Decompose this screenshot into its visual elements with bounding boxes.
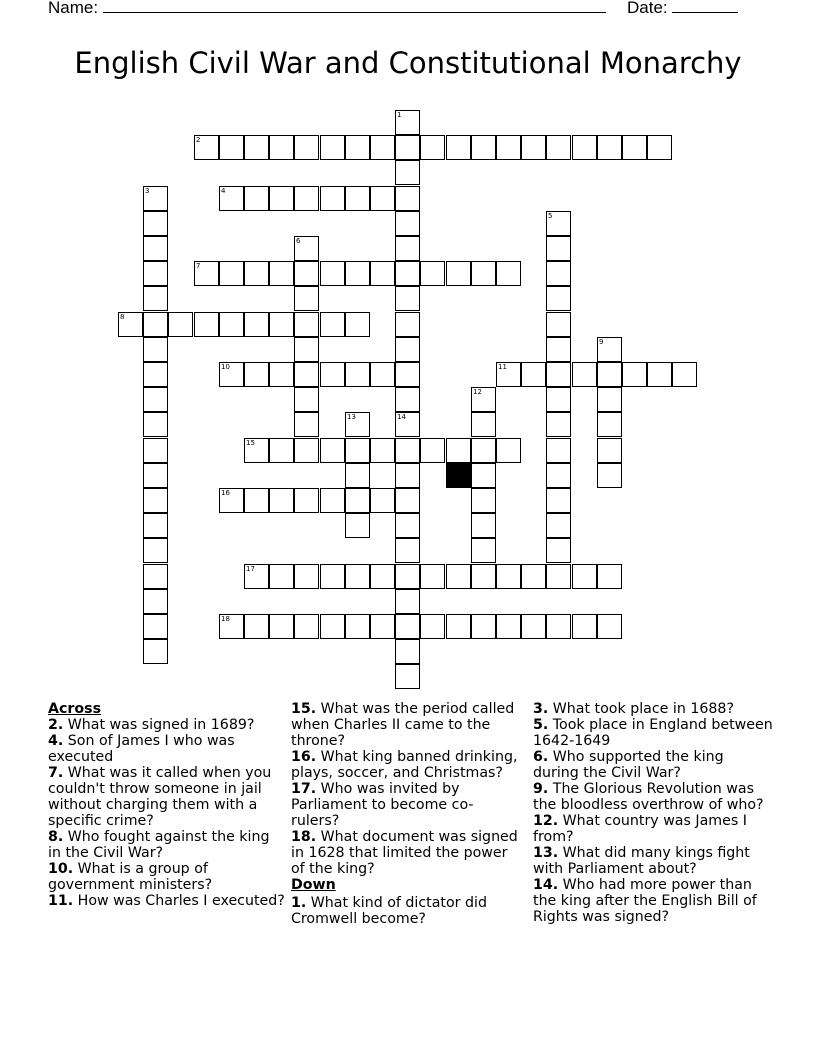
grid-cell[interactable] — [143, 186, 168, 211]
grid-cell[interactable] — [219, 312, 244, 337]
grid-cell[interactable] — [597, 135, 622, 160]
grid-cell[interactable] — [370, 135, 395, 160]
grid-cell[interactable] — [471, 513, 496, 538]
grid-cell[interactable] — [294, 362, 319, 387]
grid-cell[interactable] — [395, 463, 420, 488]
blocked-cell — [446, 463, 471, 488]
grid-cell[interactable] — [143, 564, 168, 589]
grid-cell[interactable] — [143, 211, 168, 236]
across-clue-17: 17. Who was invited by Parliament to become co-rulers? — [291, 781, 474, 829]
grid-cell[interactable] — [168, 312, 193, 337]
grid-cell[interactable] — [370, 261, 395, 286]
grid-cell[interactable] — [546, 488, 571, 513]
grid-cell[interactable] — [597, 438, 622, 463]
name-label: Name: — [48, 0, 99, 17]
grid-cell[interactable] — [294, 488, 319, 513]
grid-cell[interactable] — [597, 362, 622, 387]
grid-cell[interactable] — [320, 135, 345, 160]
grid-cell[interactable] — [320, 614, 345, 639]
grid-cell[interactable] — [471, 463, 496, 488]
down-clue-3: 3. What took place in 1688? — [533, 701, 734, 717]
grid-cell[interactable] — [546, 463, 571, 488]
grid-cell[interactable] — [395, 564, 420, 589]
grid-cell[interactable] — [345, 261, 370, 286]
grid-cell[interactable] — [546, 614, 571, 639]
clue-number: 2 — [196, 136, 201, 144]
grid-cell[interactable] — [546, 538, 571, 563]
grid-cell[interactable] — [471, 135, 496, 160]
date-label: Date: — [627, 0, 668, 17]
grid-cell[interactable] — [118, 312, 143, 337]
across-clue-18: 18. What document was signed in 1628 that limited the power of the king? — [291, 829, 518, 877]
grid-cell[interactable] — [546, 312, 571, 337]
grid-cell[interactable] — [446, 261, 471, 286]
down-clue-14: 14. Who had more power than the king after the English Bill of Rights was signed? — [533, 877, 757, 925]
clue-number: 14 — [397, 413, 406, 421]
grid-cell[interactable] — [446, 564, 471, 589]
grid-cell[interactable] — [597, 564, 622, 589]
grid-cell[interactable] — [143, 236, 168, 261]
across-clue-11: 11. How was Charles I executed? — [48, 893, 285, 909]
clue-column-2 — [291, 701, 521, 927]
across-clue-4: 4. Son of James I who was executed — [48, 733, 235, 765]
grid-cell[interactable] — [143, 412, 168, 437]
grid-cell[interactable] — [546, 387, 571, 412]
grid-cell[interactable] — [244, 488, 269, 513]
grid-cell[interactable] — [395, 412, 420, 437]
grid-cell[interactable] — [345, 362, 370, 387]
grid-cell[interactable] — [471, 538, 496, 563]
grid-cell[interactable] — [521, 564, 546, 589]
grid-cell[interactable] — [219, 135, 244, 160]
grid-cell[interactable] — [294, 337, 319, 362]
grid-cell[interactable] — [269, 186, 294, 211]
grid-cell[interactable] — [597, 412, 622, 437]
across-clue-7: 7. What was it called when you couldn't throw someone in jail without charging them with a specific crime? — [48, 765, 272, 829]
grid-cell[interactable] — [219, 614, 244, 639]
grid-cell[interactable] — [395, 312, 420, 337]
grid-cell[interactable] — [446, 438, 471, 463]
grid-cell[interactable] — [370, 564, 395, 589]
grid-cell[interactable] — [269, 362, 294, 387]
grid-cell[interactable] — [420, 438, 445, 463]
down-heading: Down — [291, 877, 336, 893]
grid-cell[interactable] — [345, 412, 370, 437]
grid-cell[interactable] — [395, 236, 420, 261]
grid-cell[interactable] — [143, 463, 168, 488]
grid-cell[interactable] — [143, 362, 168, 387]
grid-cell[interactable] — [244, 186, 269, 211]
grid-cell[interactable] — [546, 236, 571, 261]
grid-cell[interactable] — [471, 387, 496, 412]
down-clue-13: 13. What did many kings fight with Parliament about? — [533, 845, 750, 877]
grid-cell[interactable] — [143, 589, 168, 614]
grid-cell[interactable] — [420, 135, 445, 160]
grid-cell[interactable] — [244, 614, 269, 639]
grid-cell[interactable] — [194, 261, 219, 286]
down-clue-12: 12. What country was James I from? — [533, 813, 747, 845]
grid-cell[interactable] — [370, 614, 395, 639]
grid-cell[interactable] — [294, 236, 319, 261]
clue-column-3 — [533, 701, 773, 925]
grid-cell[interactable] — [647, 362, 672, 387]
grid-cell[interactable] — [572, 135, 597, 160]
grid-cell[interactable] — [395, 211, 420, 236]
grid-cell[interactable] — [294, 412, 319, 437]
grid-cell[interactable] — [420, 564, 445, 589]
clue-number: 13 — [347, 413, 356, 421]
grid-cell[interactable] — [345, 438, 370, 463]
grid-cell[interactable] — [219, 186, 244, 211]
grid-cell[interactable] — [395, 438, 420, 463]
grid-cell[interactable] — [244, 564, 269, 589]
clue-number: 16 — [221, 489, 230, 497]
grid-cell[interactable] — [320, 438, 345, 463]
across-heading: Across — [48, 701, 102, 717]
grid-cell[interactable] — [143, 438, 168, 463]
grid-cell[interactable] — [395, 186, 420, 211]
grid-cell[interactable] — [395, 513, 420, 538]
grid-cell[interactable] — [496, 261, 521, 286]
grid-cell[interactable] — [496, 438, 521, 463]
grid-cell[interactable] — [294, 387, 319, 412]
grid-cell[interactable] — [269, 438, 294, 463]
grid-cell[interactable] — [496, 564, 521, 589]
grid-cell[interactable] — [622, 362, 647, 387]
grid-cell[interactable] — [345, 135, 370, 160]
grid-cell[interactable] — [546, 412, 571, 437]
grid-cell[interactable] — [320, 312, 345, 337]
grid-cell[interactable] — [345, 564, 370, 589]
clue-number: 12 — [473, 388, 482, 396]
down-clue-9: 9. The Glorious Revolution was the bloodless overthrow of who? — [533, 781, 764, 813]
grid-cell[interactable] — [143, 286, 168, 311]
grid-cell[interactable] — [395, 488, 420, 513]
grid-cell[interactable] — [143, 614, 168, 639]
grid-cell[interactable] — [395, 362, 420, 387]
grid-cell[interactable] — [420, 261, 445, 286]
grid-cell[interactable] — [471, 438, 496, 463]
grid-cell[interactable] — [597, 387, 622, 412]
clue-column-1 — [48, 701, 286, 909]
grid-cell[interactable] — [294, 186, 319, 211]
grid-cell[interactable] — [420, 614, 445, 639]
grid-cell[interactable] — [370, 186, 395, 211]
grid-cell[interactable] — [395, 589, 420, 614]
grid-cell[interactable] — [244, 438, 269, 463]
clue-number: 4 — [221, 187, 226, 195]
grid-cell[interactable] — [395, 639, 420, 664]
grid-cell[interactable] — [294, 564, 319, 589]
clue-number: 9 — [599, 338, 604, 346]
grid-cell[interactable] — [546, 211, 571, 236]
grid-cell[interactable] — [269, 312, 294, 337]
grid-cell[interactable] — [345, 312, 370, 337]
grid-cell[interactable] — [471, 564, 496, 589]
clue-number: 8 — [120, 313, 125, 321]
grid-cell[interactable] — [370, 438, 395, 463]
grid-cell[interactable] — [294, 438, 319, 463]
grid-cell[interactable] — [269, 564, 294, 589]
clue-number: 5 — [548, 212, 553, 220]
grid-cell[interactable] — [395, 614, 420, 639]
grid-cell[interactable] — [471, 614, 496, 639]
grid-cell[interactable] — [219, 362, 244, 387]
grid-cell[interactable] — [546, 564, 571, 589]
clue-number: 6 — [296, 237, 301, 245]
across-clue-15: 15. What was the period called when Charles II came to the throne? — [291, 701, 515, 749]
grid-cell[interactable] — [143, 538, 168, 563]
grid-cell[interactable] — [446, 135, 471, 160]
grid-cell[interactable] — [143, 639, 168, 664]
across-clue-8: 8. Who fought against the king in the Civil War? — [48, 829, 270, 861]
grid-cell[interactable] — [294, 614, 319, 639]
clue-number: 3 — [145, 187, 150, 195]
grid-cell[interactable] — [647, 135, 672, 160]
grid-cell[interactable] — [320, 362, 345, 387]
clue-number: 15 — [246, 439, 255, 447]
across-clue-16: 16. What king banned drinking, plays, soccer, and Christmas? — [291, 749, 518, 781]
across-clue-2: 2. What was signed in 1689? — [48, 717, 255, 733]
grid-cell[interactable] — [597, 614, 622, 639]
page-title: English Civil War and Constitutional Monarchy — [74, 46, 742, 80]
grid-cell[interactable] — [496, 362, 521, 387]
grid-cell[interactable] — [320, 564, 345, 589]
grid-cell[interactable] — [395, 337, 420, 362]
grid-cell[interactable] — [546, 337, 571, 362]
grid-cell[interactable] — [471, 261, 496, 286]
grid-cell[interactable] — [244, 135, 269, 160]
grid-cell[interactable] — [294, 312, 319, 337]
clue-number: 18 — [221, 615, 230, 623]
grid-cell[interactable] — [572, 564, 597, 589]
grid-cell[interactable] — [546, 261, 571, 286]
grid-cell[interactable] — [395, 160, 420, 185]
grid-cell[interactable] — [143, 387, 168, 412]
grid-cell[interactable] — [546, 438, 571, 463]
grid-cell[interactable] — [471, 488, 496, 513]
grid-cell[interactable] — [143, 513, 168, 538]
grid-cell[interactable] — [395, 261, 420, 286]
grid-cell[interactable] — [446, 614, 471, 639]
grid-cell[interactable] — [143, 312, 168, 337]
grid-cell[interactable] — [219, 261, 244, 286]
grid-cell[interactable] — [572, 614, 597, 639]
grid-cell[interactable] — [521, 135, 546, 160]
grid-cell[interactable] — [546, 362, 571, 387]
grid-cell[interactable] — [244, 261, 269, 286]
grid-cell[interactable] — [546, 135, 571, 160]
grid-cell[interactable] — [395, 135, 420, 160]
grid-cell[interactable] — [269, 135, 294, 160]
grid-cell[interactable] — [395, 538, 420, 563]
grid-cell[interactable] — [496, 614, 521, 639]
grid-cell[interactable] — [521, 362, 546, 387]
grid-cell[interactable] — [345, 488, 370, 513]
clue-number: 10 — [221, 363, 230, 371]
grid-cell[interactable] — [345, 513, 370, 538]
grid-cell[interactable] — [294, 135, 319, 160]
down-clue-1: 1. What kind of dictator did Cromwell become? — [291, 895, 487, 927]
grid-cell[interactable] — [294, 286, 319, 311]
grid-cell[interactable] — [597, 463, 622, 488]
across-clue-10: 10. What is a group of government ministers? — [48, 861, 213, 893]
grid-cell[interactable] — [244, 362, 269, 387]
grid-cell[interactable] — [345, 186, 370, 211]
grid-cell[interactable] — [294, 261, 319, 286]
grid-cell[interactable] — [143, 337, 168, 362]
grid-cell[interactable] — [320, 186, 345, 211]
grid-cell[interactable] — [471, 412, 496, 437]
grid-cell[interactable] — [572, 362, 597, 387]
grid-cell[interactable] — [622, 135, 647, 160]
grid-cell[interactable] — [345, 463, 370, 488]
grid-cell[interactable] — [219, 488, 244, 513]
grid-cell[interactable] — [194, 135, 219, 160]
grid-cell[interactable] — [395, 286, 420, 311]
grid-cell[interactable] — [395, 664, 420, 689]
grid-cell[interactable] — [546, 513, 571, 538]
clue-number: 1 — [397, 111, 402, 119]
down-clue-6: 6. Who supported the king during the Civil War? — [533, 749, 724, 781]
clue-number: 11 — [498, 363, 507, 371]
grid-cell[interactable] — [269, 488, 294, 513]
grid-cell[interactable] — [395, 387, 420, 412]
grid-cell[interactable] — [370, 488, 395, 513]
grid-cell[interactable] — [269, 261, 294, 286]
grid-cell[interactable] — [244, 312, 269, 337]
grid-cell[interactable] — [546, 286, 571, 311]
grid-cell[interactable] — [345, 614, 370, 639]
down-clue-5: 5. Took place in England between 1642-1649 — [533, 717, 773, 749]
grid-cell[interactable] — [370, 362, 395, 387]
grid-cell[interactable] — [597, 337, 622, 362]
grid-cell[interactable] — [320, 261, 345, 286]
grid-cell[interactable] — [672, 362, 697, 387]
grid-cell[interactable] — [496, 135, 521, 160]
clue-number: 7 — [196, 262, 201, 270]
grid-cell[interactable] — [269, 614, 294, 639]
clue-number: 17 — [246, 565, 255, 573]
grid-cell[interactable] — [521, 614, 546, 639]
grid-cell[interactable] — [320, 488, 345, 513]
grid-cell[interactable] — [395, 110, 420, 135]
grid-cell[interactable] — [143, 488, 168, 513]
grid-cell[interactable] — [143, 261, 168, 286]
grid-cell[interactable] — [194, 312, 219, 337]
